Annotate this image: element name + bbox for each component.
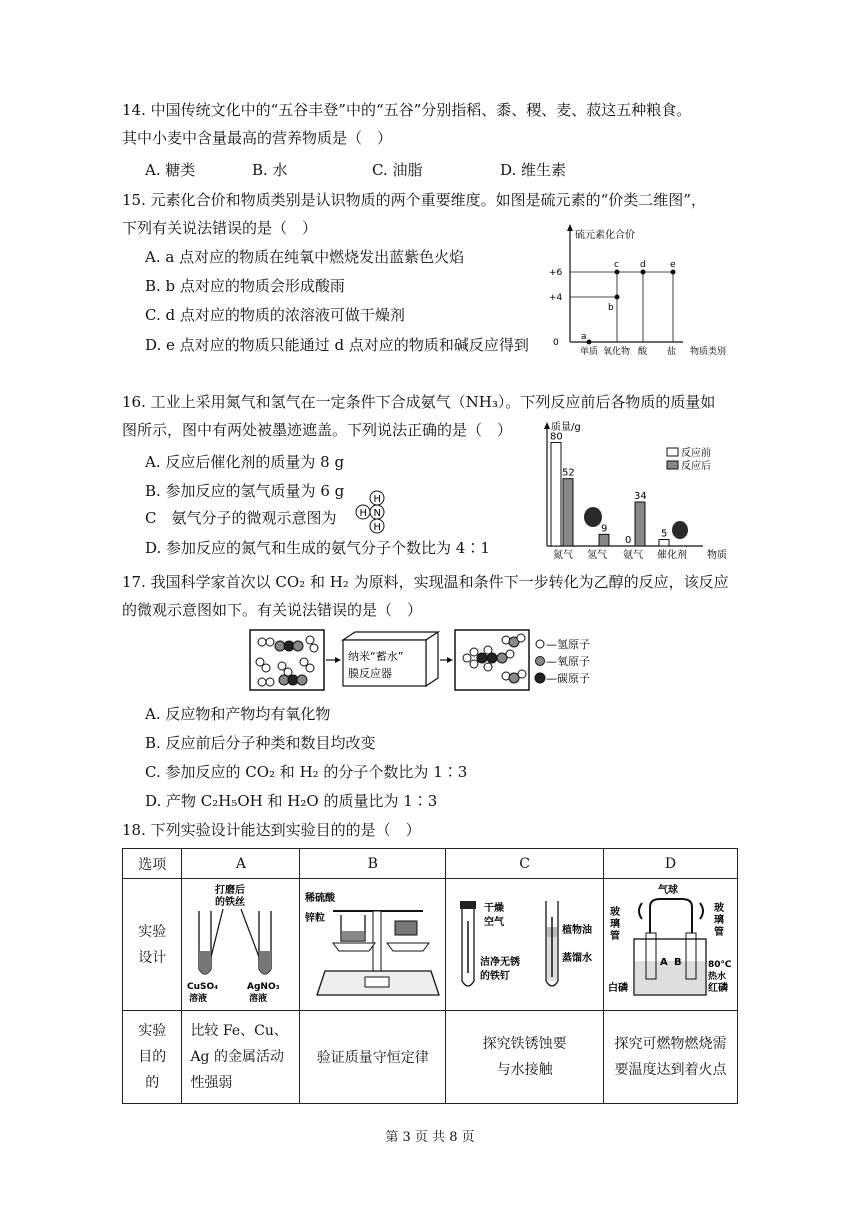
reactant-atom xyxy=(262,664,270,672)
design-d-figure xyxy=(606,881,736,1005)
purpose-a-text: 比较 Fe、Cu、Ag 的金属活动性强弱 xyxy=(190,1023,288,1091)
design-d-label-tube-left-3: 管 xyxy=(609,930,620,942)
purpose-c xyxy=(446,1011,604,1104)
reactor-label-line2: 膜反应器 xyxy=(348,667,392,680)
q16-stem-line1: 16. 工业上采用氮气和氢气在一定条件下合成氨气（NH₃）。下列反应前后各物质的质量如 xyxy=(122,393,716,411)
q15-point-a xyxy=(587,340,592,345)
q16-xlabel: 物质 xyxy=(707,550,727,561)
molecule-label-h-top: H xyxy=(373,494,382,505)
glass-tube-left-balloon xyxy=(639,903,642,919)
data-label-氮气-反应后: 52 xyxy=(562,467,575,479)
bar-氨气-反应后 xyxy=(635,502,645,546)
legend-oxygen-label: —氧原子 xyxy=(546,655,590,668)
purpose-d-text: 探究可燃物燃烧需要温度达到着火点 xyxy=(614,1036,727,1078)
design-a-figure xyxy=(185,881,297,1005)
q16-option-d: D. 参加反应的氮气和生成的氨气分子个数比为 4∶1 xyxy=(145,539,490,557)
glass-tube-right-balloon xyxy=(700,903,703,919)
reactant-atom xyxy=(258,638,266,646)
reactant-atom xyxy=(306,664,314,672)
q15-option-c: C. d 点对应的物质的浓溶液可做干燥剂 xyxy=(145,306,405,324)
q17-option-a: A. 反应物和产物均有氧化物 xyxy=(145,705,331,723)
product-atom xyxy=(518,670,526,678)
q15-xcat-oxide: 氧化物 xyxy=(603,347,631,357)
legend-carbon-atom xyxy=(535,673,545,683)
q15-option-b: B. b 点对应的物质会形成酸雨 xyxy=(145,277,345,295)
purpose-b-text: 验证质量守恒定律 xyxy=(316,1050,429,1066)
reactant-atom xyxy=(256,658,264,666)
reactor-side-face xyxy=(426,632,438,686)
legend-label-before: 反应前 xyxy=(681,448,711,459)
design-d-label-tube-left-1: 玻 xyxy=(609,906,620,918)
q15-label-e: e xyxy=(670,260,676,270)
design-a-label-1: 打磨后 xyxy=(214,884,245,896)
design-a-cell xyxy=(182,879,300,1011)
experiment-table xyxy=(122,848,738,1104)
legend-carbon-label: —碳原子 xyxy=(546,672,590,685)
q15-ytick-0: 0 xyxy=(553,338,559,348)
design-d-label-balloon: 气球 xyxy=(657,884,678,896)
q15-xcat-acid: 酸 xyxy=(638,347,648,357)
design-d-label-tube-left-2: 璃 xyxy=(609,918,620,930)
design-d-label-white-p: 白磷 xyxy=(607,982,628,994)
design-c-label-5: 植物油 xyxy=(561,924,592,936)
q16-option-a: A. 反应后催化剂的质量为 8 g xyxy=(145,453,345,471)
q15-xcat-salt: 盐 xyxy=(667,347,677,357)
q15-option-d: D. e 点对应的物质只能通过 d 点对应的物质和碱反应得到 xyxy=(145,336,529,354)
q16-option-c: C 氨气分子的微观示意图为 xyxy=(145,509,337,527)
legend-hydrogen-label: —氢原子 xyxy=(546,638,590,651)
data-label-氢气-反应后: 9 xyxy=(601,523,608,535)
q15-label-b: b xyxy=(608,303,614,313)
design-d-label-temp: 80℃ xyxy=(707,959,731,970)
header-option: 选项 xyxy=(123,849,182,879)
q15-ytick-6: +6 xyxy=(549,268,563,278)
legend-swatch-after xyxy=(667,461,678,469)
q18-stem: 18. 下列实验设计能达到实验目的的是（ ） xyxy=(122,821,421,839)
q16-xcat-nitrogen: 氮气 xyxy=(553,550,573,561)
q15-point-c xyxy=(615,270,620,275)
sulfur-valence-chart xyxy=(545,222,745,362)
bar-氢气-反应后 xyxy=(599,534,609,546)
q14-option-c: C. 油脂 xyxy=(372,161,423,179)
product-atom xyxy=(477,653,487,663)
product-atom xyxy=(506,650,514,658)
balance-pan-left xyxy=(333,943,375,951)
q17-option-c: C. 参加反应的 CO₂ 和 H₂ 的分子个数比为 1∶3 xyxy=(145,763,468,781)
q15-label-c: c xyxy=(614,260,619,270)
design-a-label-2: 的铁丝 xyxy=(214,896,245,908)
reactant-atom xyxy=(258,678,266,686)
header-d: D xyxy=(604,849,738,879)
bar-氮气-反应后 xyxy=(563,479,573,546)
q16-xcat-catalyst: 催化剂 xyxy=(657,550,687,561)
design-c-label-3: 洁净无锈 xyxy=(479,956,520,968)
molecule-label-h-bottom: H xyxy=(373,522,382,533)
product-atom xyxy=(509,673,519,683)
table-header-row xyxy=(123,849,738,879)
reactant-atom xyxy=(300,658,308,666)
ink-blot-hydrogen xyxy=(584,507,602,527)
product-atom xyxy=(470,660,478,668)
design-b-label-2: 锌粒 xyxy=(304,912,325,924)
purpose-a xyxy=(182,1011,300,1104)
purpose-d xyxy=(604,1011,738,1104)
reactant-atom xyxy=(306,636,314,644)
header-a: A xyxy=(182,849,300,879)
data-label-氮气-反应前: 80 xyxy=(550,431,563,443)
design-c-label-6: 蒸馏水 xyxy=(561,952,592,964)
balance-post xyxy=(373,911,381,971)
purpose-label: 实验目的的 xyxy=(138,1023,167,1091)
design-d-label-b: B xyxy=(673,956,682,968)
legend-oxygen-atom xyxy=(536,657,545,666)
design-b-cell xyxy=(300,879,446,1011)
q14-option-d: D. 维生素 xyxy=(500,161,567,179)
ammonia-molecule-diagram xyxy=(350,488,404,536)
design-c-cell xyxy=(446,879,604,1011)
q15-xcat-elemental: 单质 xyxy=(580,347,599,357)
product-atom xyxy=(487,653,497,663)
design-a-label-3: CuSO₄ xyxy=(186,981,218,992)
legend-label-after: 反应后 xyxy=(681,461,711,472)
design-label: 实验设计 xyxy=(138,923,167,966)
q15-point-b xyxy=(615,295,620,300)
reactant-atom xyxy=(293,641,303,651)
product-atom xyxy=(484,663,492,671)
legend-hydrogen-atom xyxy=(536,640,544,648)
header-b: B xyxy=(300,849,446,879)
reactor-top-face xyxy=(343,632,438,640)
molecule-label-h-left: H xyxy=(359,508,368,519)
legend-swatch-before xyxy=(667,448,678,456)
data-label-催化剂-反应前: 5 xyxy=(661,528,668,540)
design-d-label-red-p: 红磷 xyxy=(707,982,728,994)
reaction-micro-diagram xyxy=(248,628,648,694)
design-d-label-a: A xyxy=(659,956,668,968)
design-b-label-1: 稀硫酸 xyxy=(304,892,335,904)
header-c: C xyxy=(446,849,604,879)
data-label-氨气-反应前: 0 xyxy=(625,535,632,546)
row-label-design xyxy=(123,879,182,1011)
bar-催化剂-反应前 xyxy=(659,540,669,546)
q16-y-arrow xyxy=(544,422,550,429)
balance-dial xyxy=(365,977,389,987)
beaker-left-liquid xyxy=(342,931,364,940)
q14-option-a: A. 糖类 xyxy=(145,161,196,179)
mass-bar-chart xyxy=(535,418,740,562)
q15-point-d xyxy=(641,270,646,275)
q15-option-a: A. a 点对应的物质在纯氧中燃烧发出蓝紫色火焰 xyxy=(145,248,465,266)
design-c-label-1: 干燥 xyxy=(483,902,504,914)
product-atom xyxy=(497,653,507,663)
q15-stem-line2: 下列有关说法错误的是（ ） xyxy=(122,219,318,237)
weights-right xyxy=(395,921,417,935)
test-tube-right-liquid xyxy=(259,951,271,974)
arrow-head-left xyxy=(335,657,341,663)
q16-stem-line2: 图所示，图中有两处被墨迹遮盖。下列说法正确的是（ ） xyxy=(122,421,513,439)
design-c-label-4: 的铁钉 xyxy=(479,970,510,982)
design-b-figure xyxy=(303,881,443,1005)
q17-option-d: D. 产物 C₂H₅OH 和 H₂O 的质量比为 1∶3 xyxy=(145,792,438,810)
q16-ylabel: 质量/g xyxy=(551,422,581,433)
arrow-head-right xyxy=(447,657,453,663)
page-footer: 第 3 页 共 8 页 xyxy=(385,1130,475,1145)
test-tube-left-liquid xyxy=(199,951,211,974)
stopper-left xyxy=(460,901,476,909)
reactant-atom xyxy=(278,662,286,670)
product-atom xyxy=(470,648,478,656)
ink-blot-catalyst xyxy=(672,521,688,539)
q15-xlabel: 物质类别 xyxy=(690,347,727,357)
q17-option-b: B. 反应前后分子种类和数目均改变 xyxy=(145,734,376,752)
design-c-label-2: 空气 xyxy=(483,916,504,928)
molecule-label-n: N xyxy=(373,508,381,519)
purpose-c-text: 探究铁锈蚀要与水接触 xyxy=(482,1036,567,1078)
design-c-figure xyxy=(450,881,600,1005)
q17-stem-line1: 17. 我国科学家首次以 CO₂ 和 H₂ 为原料，实现温和条件下一步转化为乙醇的反应，该反应 xyxy=(122,573,729,591)
reactant-atom xyxy=(297,675,307,685)
row-label-purpose xyxy=(123,1011,182,1104)
purpose-b xyxy=(300,1011,446,1104)
purpose-row xyxy=(123,1011,738,1104)
design-d-label-hot-water: 热水 xyxy=(707,971,726,982)
balance-pan-right xyxy=(387,943,429,951)
reactant-atom xyxy=(266,678,274,686)
q15-label-a: a xyxy=(581,332,587,342)
design-d-label-tube-right-1: 玻 xyxy=(713,902,724,914)
design-row xyxy=(123,879,738,1011)
design-d-label-tube-right-3: 管 xyxy=(713,926,724,938)
q14-stem-line2: 其中小麦中含量最高的营养物质是（ ） xyxy=(122,129,393,147)
design-a-label-6: 溶液 xyxy=(248,993,267,1004)
q17-stem-line2: 的微观示意图如下。有关说法错误的是（ ） xyxy=(122,601,423,619)
q15-y-arrow xyxy=(567,224,573,231)
q14-option-b: B. 水 xyxy=(252,161,288,179)
product-atom xyxy=(463,654,471,662)
q16-option-b: B. 参加反应的氢气质量为 6 g xyxy=(145,482,345,500)
reactant-atom xyxy=(266,638,274,646)
product-atom xyxy=(484,646,492,654)
q14-stem-line1: 14. 中国传统文化中的“五谷丰登”中的“五谷”分别指稻、黍、稷、麦、菽这五种粮食。 xyxy=(122,101,692,119)
q15-ytick-4: +4 xyxy=(549,293,563,303)
design-d-cell xyxy=(604,879,738,1011)
reactant-atom xyxy=(310,644,318,652)
q15-point-e xyxy=(671,270,676,275)
q15-label-d: d xyxy=(640,260,646,270)
bar-氮气-反应前 xyxy=(551,442,561,546)
q15-ylabel: 硫元素化合价 xyxy=(575,230,635,241)
q15-stem-line1: 15. 元素化合价和物质类别是认识物质的两个重要维度。如图是硫元素的“价类二维图”， xyxy=(122,191,706,209)
reactor-label-line1: 纳米“蓄水” xyxy=(348,650,404,663)
product-atom xyxy=(517,634,525,642)
q16-xcat-ammonia: 氨气 xyxy=(623,550,643,561)
q16-xcat-hydrogen: 氢气 xyxy=(587,550,607,561)
design-d-label-tube-right-2: 璃 xyxy=(713,914,724,926)
glass-tube-bent xyxy=(650,899,692,933)
data-label-氨气-反应后: 34 xyxy=(634,491,647,502)
design-a-label-4: 溶液 xyxy=(188,993,207,1004)
design-a-label-5: AgNO₃ xyxy=(246,981,280,992)
